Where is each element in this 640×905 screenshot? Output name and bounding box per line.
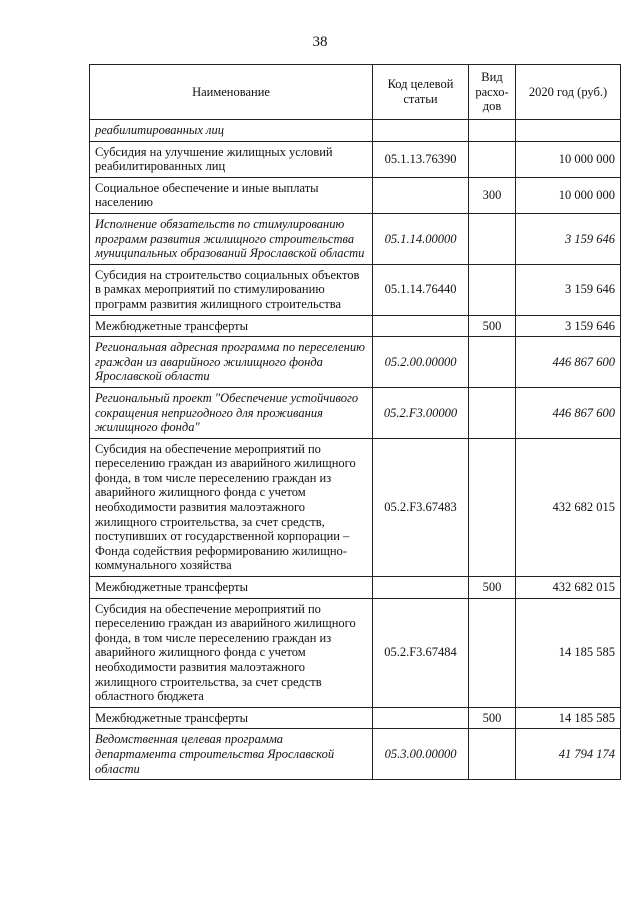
row-kind: 500 [469,577,516,599]
page-number: 38 [312,34,328,50]
table-row [90,438,621,576]
row-name: Ведомственная целевая программа департамента строительства Ярославской области [90,729,373,780]
row-code [373,177,469,213]
header-code: Код целевой статьи [373,65,469,120]
row-kind [469,337,516,388]
row-name: Социальное обеспечение и иные выплаты населению [90,177,373,213]
header-kind: Вид расхо-дов [469,65,516,120]
row-name: Субсидия на строительство социальных объектов в рамках мероприятий по стимулированию программ развития жилищного строительства [90,264,373,315]
table-row [90,141,621,177]
row-amount: 3 159 646 [516,213,621,264]
row-code [373,577,469,599]
table-row [90,337,621,388]
table-row [90,315,621,337]
header-amount: 2020 год (руб.) [516,65,621,120]
row-code: 05.3.00.00000 [373,729,469,780]
row-name: реабилитированных лиц [90,120,373,142]
row-name: Межбюджетные трансферты [90,315,373,337]
row-kind [469,120,516,142]
row-code: 05.2.00.00000 [373,337,469,388]
table-row [90,120,621,142]
row-code: 05.2.F3.00000 [373,387,469,438]
row-kind [469,264,516,315]
table-row [90,598,621,707]
table-row [90,577,621,599]
row-amount: 14 185 585 [516,598,621,707]
row-code: 05.2.F3.67483 [373,438,469,576]
row-amount: 3 159 646 [516,315,621,337]
row-amount: 432 682 015 [516,577,621,599]
row-code [373,315,469,337]
table-row [90,177,621,213]
row-kind: 500 [469,315,516,337]
row-name: Субсидия на обеспечение мероприятий по переселению граждан из аварийного жилищного фонда, в том числе переселению граждан из аварийного жилищного фонда с учетом необходимости развития малоэтажного жилищного строительства, за счет средств областного бюджета [90,598,373,707]
row-amount: 10 000 000 [516,177,621,213]
row-kind: 500 [469,707,516,729]
row-amount: 41 794 174 [516,729,621,780]
row-kind [469,387,516,438]
table-row [90,387,621,438]
row-name: Субсидия на обеспечение мероприятий по переселению граждан из аварийного жилищного фонда, в том числе переселению граждан из аварийного жилищного фонда с учетом необходимости развития малоэтажного жилищного строительства, за счет средств, поступивших от государственной корпорации – Фонда содействия реформированию жилищно-коммунального хозяйства [90,438,373,576]
row-code: 05.1.14.76440 [373,264,469,315]
row-amount: 3 159 646 [516,264,621,315]
row-amount: 10 000 000 [516,141,621,177]
row-amount [516,120,621,142]
row-name: Исполнение обязательств по стимулированию программ развития жилищного строительства муниципальных образований Ярославской области [90,213,373,264]
budget-table [89,64,621,780]
header-name: Наименование [90,65,373,120]
row-code: 05.2.F3.67484 [373,598,469,707]
row-name: Межбюджетные трансферты [90,707,373,729]
row-kind: 300 [469,177,516,213]
row-name: Региональная адресная программа по переселению граждан из аварийного жилищного фонда Ярославской области [90,337,373,388]
row-code: 05.1.14.00000 [373,213,469,264]
row-code [373,120,469,142]
row-amount: 446 867 600 [516,387,621,438]
table-row [90,213,621,264]
row-amount: 446 867 600 [516,337,621,388]
row-name: Субсидия на улучшение жилищных условий реабилитированных лиц [90,141,373,177]
row-amount: 432 682 015 [516,438,621,576]
row-amount: 14 185 585 [516,707,621,729]
row-code [373,707,469,729]
row-kind [469,438,516,576]
table-row [90,707,621,729]
row-kind [469,729,516,780]
table-row [90,729,621,780]
row-kind [469,141,516,177]
row-kind [469,598,516,707]
row-name: Межбюджетные трансферты [90,577,373,599]
row-name: Региональный проект "Обеспечение устойчивого сокращения непригодного для проживания жилищного фонда" [90,387,373,438]
row-kind [469,213,516,264]
table-row [90,264,621,315]
row-code: 05.1.13.76390 [373,141,469,177]
table-header-row [90,65,621,120]
